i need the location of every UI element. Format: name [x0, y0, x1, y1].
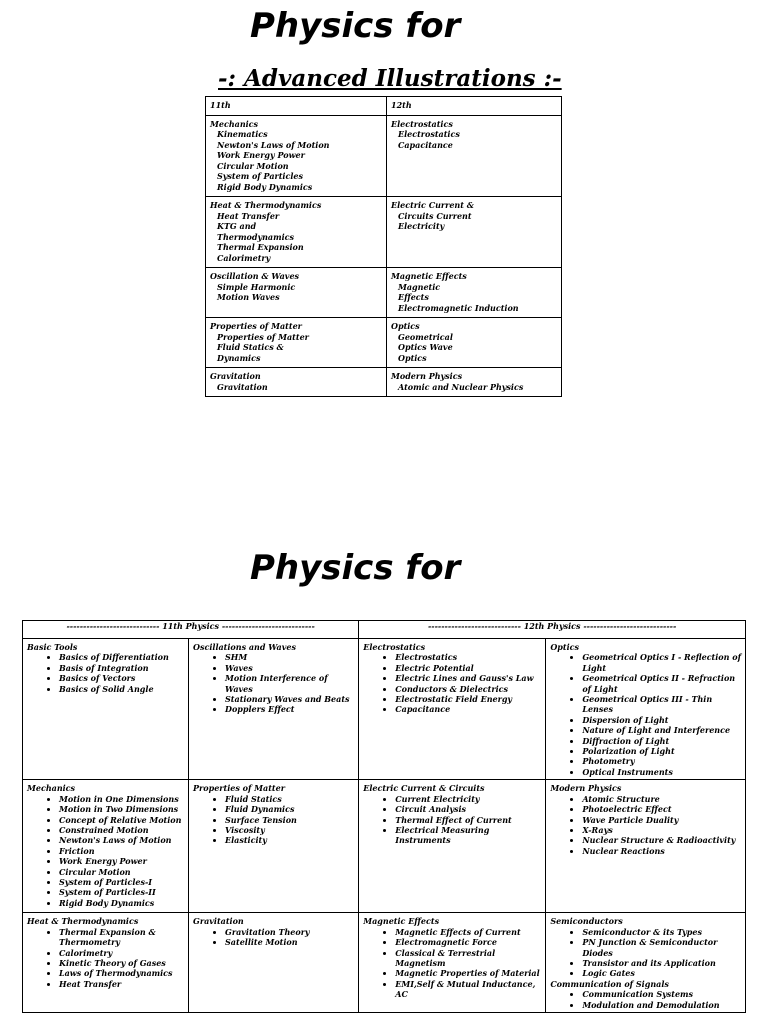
- subject-heading: Heat & Thermodynamics: [210, 200, 322, 210]
- topic-item: • Diffraction of Light: [582, 736, 741, 746]
- topic-item: • System of Particles-II: [59, 887, 184, 897]
- subject-cell: [23, 780, 189, 913]
- topic-item: Simple Harmonic: [217, 281, 296, 292]
- subject-heading: Electrostatics: [363, 642, 426, 652]
- table-row: [23, 639, 746, 780]
- subject-heading: Modern Physics: [550, 783, 622, 794]
- topic-item: • Nuclear Reactions: [582, 846, 741, 856]
- subject-heading: Heat & Thermodynamics: [27, 916, 139, 927]
- topic-item: • Conductors & Dielectrics: [395, 684, 541, 694]
- subject-cell: [546, 639, 746, 780]
- topic-item: • Electric Potential: [395, 663, 541, 673]
- topic-item: • Capacitance: [395, 704, 541, 714]
- topic-item: • Laws of Thermodynamics: [59, 968, 184, 978]
- table-row: [23, 780, 746, 913]
- subject-heading: Basic Tools: [27, 642, 78, 652]
- topic-item: • Classical & Terrestrial Magnetism: [395, 948, 541, 969]
- topic-item: Heat Transfer: [217, 210, 280, 221]
- topic-item: Electricity: [398, 221, 445, 231]
- subject-heading: Modern Physics: [391, 371, 463, 381]
- topic-item: Fluid Statics &: [217, 342, 284, 352]
- subject-cell: [189, 913, 359, 1013]
- topic-item: Thermodynamics: [217, 231, 294, 242]
- topic-item: Work Energy Power: [217, 150, 305, 160]
- syllabus-detail-table: [22, 620, 746, 1013]
- topic-item: • Geometrical Optics III - Thin Lenses: [582, 694, 741, 715]
- topic-item: • Dopplers Effect: [225, 704, 354, 714]
- topic-item: • Viscosity: [225, 825, 354, 835]
- topic-item: • X-Rays: [582, 825, 741, 835]
- subject-heading: Oscillations and Waves: [193, 642, 296, 652]
- table-row: [206, 268, 562, 318]
- topic-item: • Friction: [59, 846, 184, 856]
- subject-heading: Properties of Matter: [193, 783, 285, 794]
- topic-item: Properties of Matter: [217, 331, 309, 342]
- column-header-12th-physics: ---------------------------- 12th Physics ----------------------------: [359, 621, 746, 639]
- topic-item: • Thermal Expansion & Thermometry: [59, 927, 184, 948]
- subject-cell: [387, 268, 562, 318]
- topic-item: Thermal Expansion: [217, 242, 304, 252]
- subject-cell: [206, 115, 387, 197]
- subject-heading: Optics: [391, 321, 420, 331]
- subject-cell: [387, 115, 562, 197]
- subject-cell: [206, 268, 387, 318]
- topic-item: • Stationary Waves and Beats: [225, 694, 354, 704]
- subject-heading: Electrostatics: [391, 118, 453, 129]
- topic-item: Kinematics: [217, 129, 268, 139]
- column-header-11th-physics: ---------------------------- 11th Physics ----------------------------: [23, 621, 359, 639]
- subject-heading: Oscillation & Waves: [210, 271, 300, 281]
- topic-list: [193, 927, 354, 948]
- topic-item: • Gravitation Theory: [225, 927, 354, 937]
- topic-item: • Basics of Vectors: [59, 673, 184, 683]
- column-header-11th: 11th: [206, 97, 387, 116]
- topic-item: Gravitation: [217, 381, 268, 392]
- table-row: [206, 115, 562, 197]
- table-row: [206, 197, 562, 268]
- subject-cell: [546, 913, 746, 1013]
- subject-cell: [387, 318, 562, 368]
- topic-item: • Modulation and Demodulation: [582, 1000, 741, 1010]
- topic-list: [193, 794, 354, 846]
- subject-cell: [387, 197, 562, 268]
- subject-cell: [23, 639, 189, 780]
- topic-item: • Circuit Analysis: [395, 804, 541, 814]
- subject-cell: [387, 368, 562, 397]
- topic-item: • Geometrical Optics I - Reflection of Light: [582, 652, 741, 673]
- page-subtitle: -: Advanced Illustrations :-: [218, 65, 562, 92]
- subject-cell: [546, 780, 746, 913]
- topic-item: • Concept of Relative Motion: [59, 815, 184, 825]
- table-row: [23, 913, 746, 1013]
- topic-item: • Geometrical Optics II - Refraction of Light: [582, 673, 741, 694]
- topic-item: Atomic and Nuclear Physics: [398, 381, 524, 392]
- topic-item: Effects: [398, 292, 429, 302]
- topic-item: • Polarization of Light: [582, 746, 741, 756]
- topic-item: Optics Wave: [398, 342, 453, 352]
- topic-item: • Constrained Motion: [59, 825, 184, 835]
- topic-item: • Calorimetry: [59, 948, 184, 958]
- topic-item: • Basis of Integration: [59, 663, 184, 673]
- subject-heading: Gravitation: [193, 916, 244, 927]
- topic-list: [550, 989, 741, 1010]
- topic-item: Motion Waves: [217, 292, 280, 302]
- subject-cell: [23, 913, 189, 1013]
- topic-item: • Semiconductor & its Types: [582, 927, 741, 937]
- topic-item: KTG and: [217, 221, 257, 231]
- topic-item: • Photometry: [582, 756, 741, 766]
- subject-heading: Communication of Signals: [550, 978, 669, 989]
- subject-cell: [359, 780, 546, 913]
- topic-item: • Nuclear Structure & Radioactivity: [582, 835, 741, 845]
- column-header-12th: 12th: [387, 97, 562, 116]
- table-row: [206, 318, 562, 368]
- topic-item: • Rigid Body Dynamics: [59, 898, 184, 908]
- subject-cell: [189, 780, 359, 913]
- topic-item: • Electrical Measuring Instruments: [395, 825, 541, 846]
- table-row: [206, 368, 562, 397]
- subject-heading: Mechanics: [210, 118, 259, 129]
- topic-item: • Circular Motion: [59, 867, 184, 877]
- topic-item: • Nature of Light and Interference: [582, 725, 741, 735]
- topic-item: • Electrostatic Field Energy: [395, 694, 541, 704]
- topic-item: Circuits Current: [398, 210, 472, 221]
- topic-item: • Wave Particle Duality: [582, 815, 741, 825]
- topic-item: • Photoelectric Effect: [582, 804, 741, 814]
- topic-list: [550, 927, 741, 979]
- topic-item: • Optical Instruments: [582, 767, 741, 777]
- page-title-top: Physics for: [250, 6, 461, 46]
- subject-heading: Electric Current &: [391, 200, 474, 210]
- topic-item: • Electromagnetic Force: [395, 937, 541, 947]
- topic-item: Capacitance: [398, 139, 453, 150]
- topic-item: • Transistor and its Application: [582, 958, 741, 968]
- topic-list: [363, 652, 541, 714]
- subject-cell: [206, 197, 387, 268]
- topic-list: [550, 652, 741, 777]
- subject-cell: [206, 368, 387, 397]
- topic-item: • Fluid Dynamics: [225, 804, 354, 814]
- topic-item: • EMI,Self & Mutual Inductance, AC: [395, 979, 541, 1000]
- subject-heading: Gravitation: [210, 371, 261, 381]
- topic-item: • System of Particles-I: [59, 877, 184, 887]
- topic-item: Magnetic: [398, 281, 441, 292]
- topic-item: • Magnetic Effects of Current: [395, 927, 541, 937]
- subject-cell: [189, 639, 359, 780]
- table-header-row: [23, 621, 746, 639]
- topic-item: • Motion in One Dimensions: [59, 794, 184, 804]
- topic-item: Dynamics: [217, 352, 261, 363]
- topic-item: • Newton's Laws of Motion: [59, 835, 184, 845]
- topic-item: • Magnetic Properties of Material: [395, 968, 541, 978]
- syllabus-summary-table: [205, 96, 562, 397]
- subject-heading: Magnetic Effects: [363, 916, 440, 927]
- topic-item: • PN Junction & Semiconductor Diodes: [582, 937, 741, 958]
- topic-item: Optics: [398, 352, 427, 363]
- topic-item: • Kinetic Theory of Gases: [59, 958, 184, 968]
- topic-item: • Heat Transfer: [59, 979, 184, 989]
- topic-item: • Satellite Motion: [225, 937, 354, 947]
- topic-list: [193, 652, 354, 714]
- topic-item: • Motion Interference of Waves: [225, 673, 354, 694]
- topic-item: • Logic Gates: [582, 968, 741, 978]
- subject-cell: [359, 639, 546, 780]
- topic-item: • Surface Tension: [225, 815, 354, 825]
- topic-item: • Waves: [225, 663, 354, 673]
- topic-item: • Basics of Differentiation: [59, 652, 184, 662]
- topic-item: • SHM: [225, 652, 354, 662]
- topic-item: Electrostatics: [398, 129, 460, 139]
- topic-item: Electromagnetic Induction: [398, 302, 519, 313]
- topic-item: Newton's Laws of Motion: [217, 139, 330, 150]
- page-title-bottom: Physics for: [250, 548, 461, 588]
- topic-item: • Thermal Effect of Current: [395, 815, 541, 825]
- topic-list: [27, 652, 184, 694]
- subject-heading: Magnetic Effects: [391, 271, 467, 281]
- topic-item: • Electrostatics: [395, 652, 541, 662]
- topic-item: • Electric Lines and Gauss's Law: [395, 673, 541, 683]
- topic-list: [550, 794, 741, 856]
- topic-item: • Motion in Two Dimensions: [59, 804, 184, 814]
- topic-item: • Current Electricity: [395, 794, 541, 804]
- topic-item: • Atomic Structure: [582, 794, 741, 804]
- topic-item: • Fluid Statics: [225, 794, 354, 804]
- topic-item: Calorimetry: [217, 252, 271, 263]
- topic-item: • Basics of Solid Angle: [59, 684, 184, 694]
- subject-heading: Optics: [550, 642, 579, 652]
- topic-list: [363, 794, 541, 846]
- topic-item: Rigid Body Dynamics: [217, 181, 313, 192]
- topic-item: • Communication Systems: [582, 989, 741, 999]
- topic-list: [27, 927, 184, 989]
- topic-item: • Dispersion of Light: [582, 715, 741, 725]
- topic-item: • Elasticity: [225, 835, 354, 845]
- topic-item: Circular Motion: [217, 160, 289, 171]
- subject-heading: Properties of Matter: [210, 321, 302, 331]
- topic-list: [27, 794, 184, 908]
- subject-heading: Mechanics: [27, 783, 76, 794]
- topic-item: Geometrical: [398, 331, 453, 342]
- topic-item: • Work Energy Power: [59, 856, 184, 866]
- topic-list: [363, 927, 541, 1000]
- subject-heading: Electric Current & Circuits: [363, 783, 485, 794]
- subject-heading: Semiconductors: [550, 916, 623, 927]
- topic-item: System of Particles: [217, 171, 303, 181]
- subject-cell: [359, 913, 546, 1013]
- table-header-row: [206, 97, 562, 116]
- subject-cell: [206, 318, 387, 368]
